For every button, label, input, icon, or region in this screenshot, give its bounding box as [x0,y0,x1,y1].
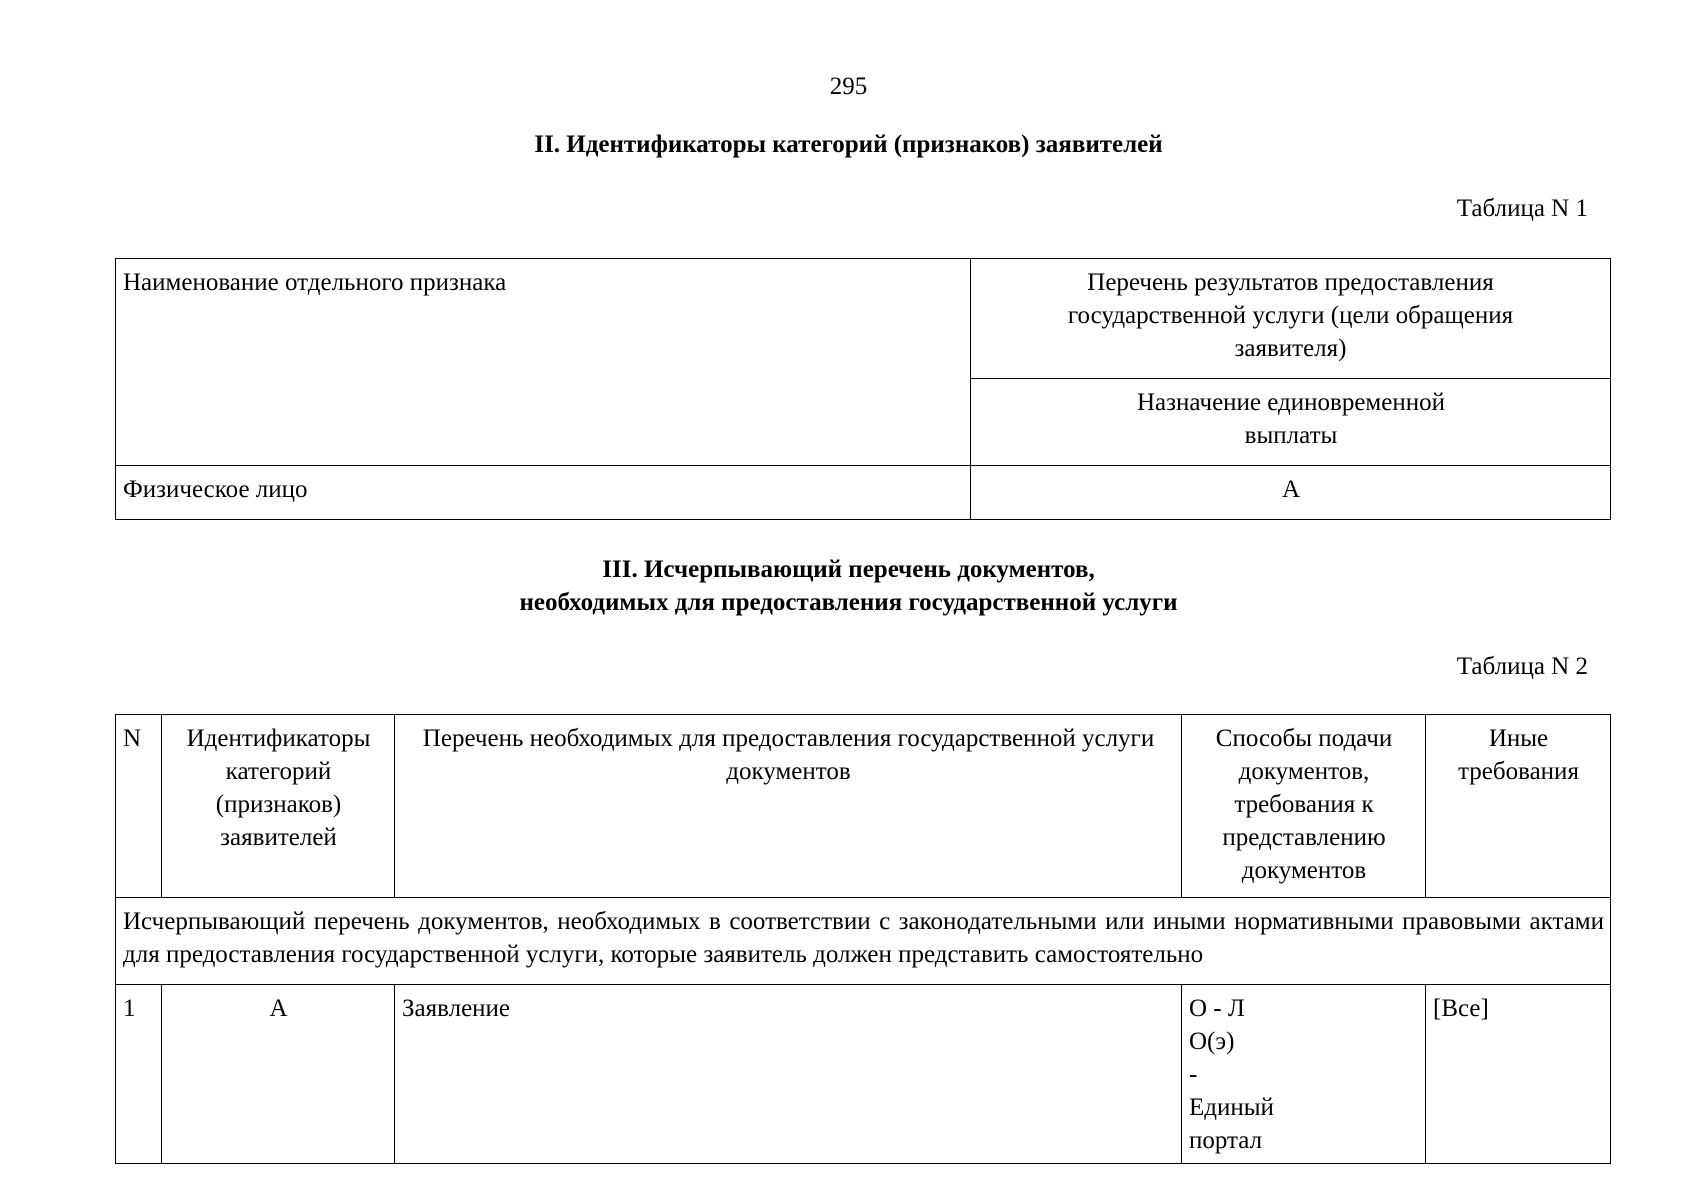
table-1-col2-subheader-line: Назначение единовременной [1137,389,1445,416]
section-3-title-line: III. Исчерпывающий перечень документов, [602,556,1095,583]
table-2-submission-line: О - Л [1189,995,1245,1022]
applicant-identifiers-table [115,258,1611,520]
table-2-n-cell [116,985,162,1164]
table-1-col2-subheader-line: выплаты [1244,422,1338,449]
table-2-header-other-cell [1426,715,1611,898]
table-2-header-identifiers: Идентификаторы категорий (признаков) заявителей [186,725,371,851]
section-3-title [0,553,1697,619]
table-2-header-other: Иные требования [1458,725,1579,785]
table-row [116,985,1611,1164]
table-2-submission-cell [1182,985,1426,1164]
table-2-row-identifier: А [269,995,288,1022]
table-2-identifier-cell [162,985,395,1164]
table-row [116,466,1611,520]
table-2-header-documents-cell [395,715,1182,898]
table-1-name-cell [116,466,971,520]
table-2-header-submission-cell [1182,715,1426,898]
table-1-col2-header-cell [971,259,1611,379]
table-1-col1-header: Наименование отдельного признака [123,269,507,296]
table-2-group-row-cell [116,898,1611,985]
table-2-submission-line: портал [1189,1127,1263,1154]
table-2-header-documents: Перечень необходимых для предоставления государственной услуги документов [422,725,1155,785]
table-2-header-n: N [123,725,142,752]
documents-table [115,714,1611,1164]
table-1-col2-header: Перечень результатов предоставления государственной услуги (цели обращения заявителя) [1067,269,1514,362]
table-1-col2-subheader-cell [971,379,1611,466]
table-2-header-submission: Способы подачи документов, требования к представлению документов [1215,725,1393,884]
table-2-header-n-cell [116,715,162,898]
table-2-row-other: [Все] [1433,995,1489,1022]
table-2-group-row: Исчерпывающий перечень документов, необходимых в соответствии с законодательными или иными нормативными правовыми актами для предоставления государственной услуги, которые заявитель должен представить самостоятельно [123,908,1604,968]
table-1-row-value: А [1281,476,1301,503]
submission-part: О(э) [1189,1028,1235,1055]
section-3-title-line: необходимых для предоставления государственной услуги [519,589,1178,616]
table-1-value-cell [971,466,1611,520]
table-2-other-cell [1426,985,1611,1164]
submission-part: Единый [1189,1094,1274,1121]
section-2-title: II. Идентификаторы категорий (признаков) заявителей [534,131,1163,158]
page-number: 295 [829,73,868,100]
table-1-caption: Таблица N 1 [1456,195,1588,222]
submission-part: - [1189,1061,1198,1088]
table-1-col1-header-cell [116,259,971,466]
table-2-header-identifiers-cell [162,715,395,898]
table-2-document-cell [395,985,1182,1164]
table-1-row-name: Физическое лицо [123,476,308,503]
table-2-row-n: 1 [123,995,136,1022]
table-2-row-document: Заявление [402,995,511,1022]
table-2-caption: Таблица N 2 [1456,653,1588,680]
table-2-submission-line [1189,1025,1419,1124]
